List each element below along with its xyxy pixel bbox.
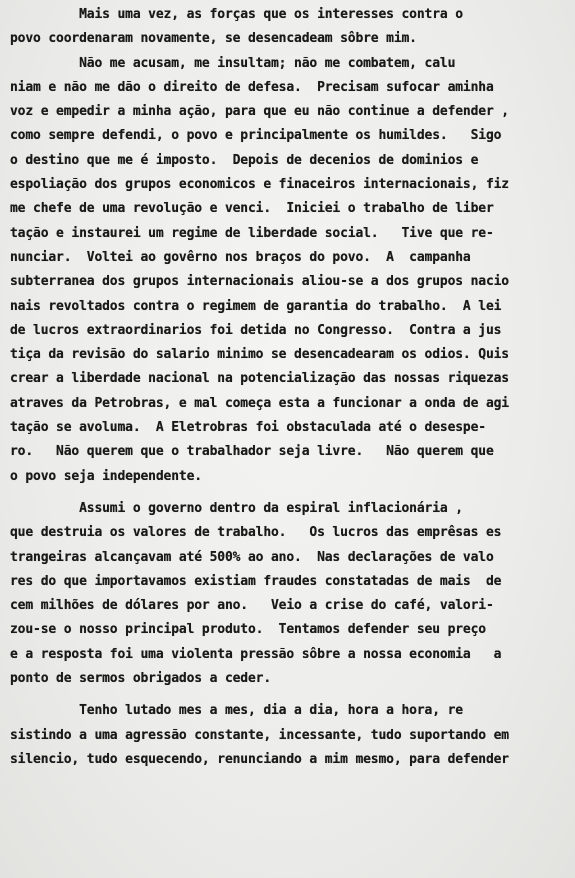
text-line: tação e instaurei um regime de liberdade social. Tive que re- <box>10 225 494 241</box>
text-line: Assumi o governo dentro da espiral inflacionária , <box>10 500 463 516</box>
text-line: Mais uma vez, as forças que os interesses contra o <box>10 7 463 22</box>
paragraph-4 <box>10 699 565 772</box>
text-line: tiça da revisão do salario minimo se desencadearam os odios. Quis <box>10 347 509 363</box>
text-line: ponto de sermos obrigados a ceder. <box>10 671 272 687</box>
text-line: o povo seja independente. <box>10 468 202 484</box>
text-line: niam e não me dão o direito de defesa. Precisam sufocar aminha <box>10 79 494 95</box>
paragraph-2 <box>10 52 565 489</box>
text-line: cem milhões de dólares por ano. Veio a crise do café, valori- <box>10 598 494 614</box>
text-line: atraves da Petrobras, e mal começa esta a funcionar a onda de agi <box>10 395 509 411</box>
text-line: nunciar. Voltei ao govêrno nos braços do povo. A campanha <box>10 249 471 265</box>
text-line: espoliação dos grupos economicos e finaceiros internacionais, fiz <box>10 177 509 193</box>
text-line: de lucros extraordinarios foi detida no Congresso. Contra a jus <box>10 322 502 338</box>
text-line: sistindo a uma agressão constante, incessante, tudo suportando em <box>10 727 509 743</box>
text-line: voz e empedir a minha ação, para que eu não continue a defender , <box>10 104 509 120</box>
text-line: zou-se o nosso principal produto. Tentamos defender seu preço <box>10 622 486 638</box>
paragraph-3 <box>10 497 565 691</box>
text-line: subterranea dos grupos internacionais aliou-se a dos grupos nacio <box>10 274 509 290</box>
text-line: que destruia os valores de trabalho. Os lucros das emprêsas es <box>10 525 502 541</box>
text-line: o destino que me é imposto. Depois de decenios de dominios e <box>10 152 479 168</box>
text-line: povo coordenaram novamente, se desencadeam sôbre mim. <box>10 31 417 47</box>
text-line: como sempre defendi, o povo e principalmente os humildes. Sigo <box>10 128 502 144</box>
text-line: e a resposta foi uma violenta pressão sôbre a nossa economia a <box>10 646 502 662</box>
paragraph-gap <box>10 691 565 699</box>
text-line: crear a liberdade nacional na potencialização das nossas riquezas <box>10 371 509 387</box>
text-line: ro. Não querem que o trabalhador seja livre. Não querem que <box>10 444 494 460</box>
paragraph-1 <box>10 3 565 52</box>
text-line: Não me acusam, me insultam; não me combatem, calu <box>10 55 456 71</box>
text-line: silencio, tudo esquecendo, renunciando a mim mesmo, para defender <box>10 751 509 767</box>
letter-body <box>10 3 565 772</box>
paragraph-gap <box>10 489 565 497</box>
text-line: res do que importavamos existiam fraudes constatadas de mais de <box>10 573 502 589</box>
text-line: tação se avoluma. A Eletrobras foi obstaculada até o desespe- <box>10 420 486 436</box>
text-line: me chefe de uma revolução e venci. Iniciei o trabalho de liber <box>10 201 494 217</box>
text-line: trangeiras alcançavam até 500% ao ano. Nas declarações de valo <box>10 549 494 565</box>
text-line: Tenho lutado mes a mes, dia a dia, hora a hora, re <box>10 703 463 719</box>
text-line: nais revoltados contra o regimem de garantia do trabalho. A lei <box>10 298 502 314</box>
